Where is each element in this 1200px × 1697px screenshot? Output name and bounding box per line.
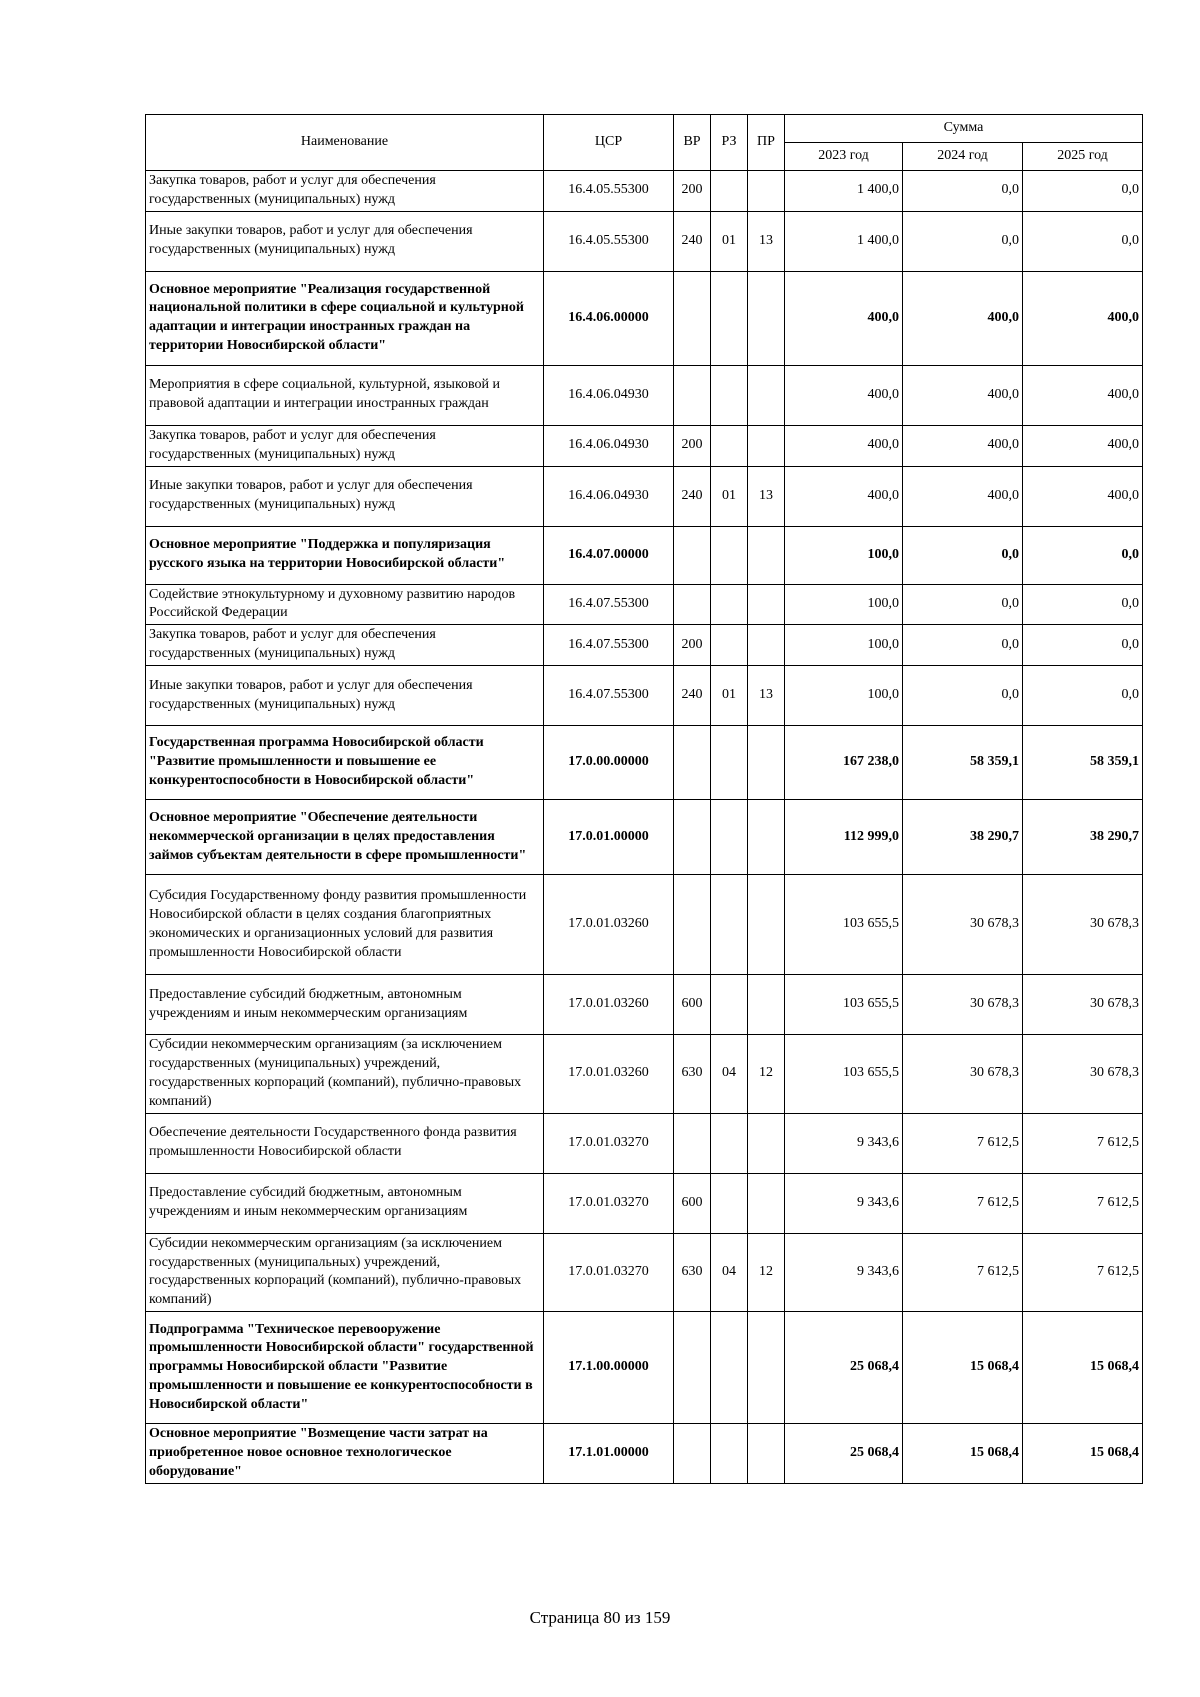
cell-rz (711, 875, 748, 975)
table-row (146, 1173, 1143, 1233)
cell-csr: 16.4.07.00000 (544, 526, 674, 584)
cell-vr (674, 726, 711, 800)
cell-vr: 600 (674, 975, 711, 1035)
cell-y2025: 30 678,3 (1023, 1035, 1143, 1114)
cell-vr: 200 (674, 171, 711, 212)
cell-pr (748, 425, 785, 466)
cell-y2023: 103 655,5 (785, 1035, 903, 1114)
cell-csr: 17.0.01.03260 (544, 975, 674, 1035)
cell-vr (674, 1113, 711, 1173)
cell-name: Закупка товаров, работ и услуг для обеспечения государственных (муниципальных) нужд (146, 425, 544, 466)
table-header (146, 115, 1143, 171)
cell-rz (711, 1312, 748, 1424)
table-row (146, 975, 1143, 1035)
cell-y2024: 0,0 (903, 526, 1023, 584)
cell-y2023: 1 400,0 (785, 211, 903, 271)
cell-y2024: 7 612,5 (903, 1113, 1023, 1173)
cell-csr: 16.4.07.55300 (544, 666, 674, 726)
cell-name: Обеспечение деятельности Государственного фонда развития промышленности Новосибирской области (146, 1113, 544, 1173)
cell-csr: 16.4.05.55300 (544, 211, 674, 271)
cell-rz: 04 (711, 1233, 748, 1312)
cell-y2024: 15 068,4 (903, 1424, 1023, 1484)
cell-vr (674, 875, 711, 975)
cell-y2023: 25 068,4 (785, 1312, 903, 1424)
cell-y2024: 15 068,4 (903, 1312, 1023, 1424)
header-csr: ЦСР (544, 115, 674, 171)
table-row (146, 875, 1143, 975)
cell-y2024: 30 678,3 (903, 1035, 1023, 1114)
cell-y2025: 400,0 (1023, 271, 1143, 365)
cell-vr (674, 800, 711, 875)
cell-csr: 17.0.01.00000 (544, 800, 674, 875)
cell-y2025: 400,0 (1023, 466, 1143, 526)
cell-y2025: 0,0 (1023, 211, 1143, 271)
cell-y2025: 38 290,7 (1023, 800, 1143, 875)
cell-pr (748, 171, 785, 212)
cell-csr: 17.0.01.03270 (544, 1113, 674, 1173)
table-row (146, 171, 1143, 212)
cell-pr (748, 526, 785, 584)
cell-y2025: 400,0 (1023, 425, 1143, 466)
cell-y2023: 25 068,4 (785, 1424, 903, 1484)
cell-rz (711, 726, 748, 800)
cell-y2025: 0,0 (1023, 666, 1143, 726)
cell-y2023: 100,0 (785, 584, 903, 625)
cell-pr (748, 975, 785, 1035)
cell-rz (711, 271, 748, 365)
cell-vr (674, 526, 711, 584)
cell-y2023: 1 400,0 (785, 171, 903, 212)
cell-rz (711, 800, 748, 875)
table-row (146, 1424, 1143, 1484)
cell-pr: 13 (748, 466, 785, 526)
cell-name: Закупка товаров, работ и услуг для обеспечения государственных (муниципальных) нужд (146, 171, 544, 212)
cell-csr: 16.4.06.04930 (544, 425, 674, 466)
cell-csr: 17.1.01.00000 (544, 1424, 674, 1484)
cell-pr (748, 584, 785, 625)
cell-y2025: 0,0 (1023, 526, 1143, 584)
cell-y2023: 167 238,0 (785, 726, 903, 800)
cell-name: Субсидия Государственному фонду развития промышленности Новосибирской области в целях создания благоприятных экономических и организационных условий для развития промышленности Новосибирской области (146, 875, 544, 975)
cell-vr (674, 1312, 711, 1424)
cell-y2025: 0,0 (1023, 171, 1143, 212)
cell-name: Содействие этнокультурному и духовному развитию народов Российской Федерации (146, 584, 544, 625)
cell-y2025: 400,0 (1023, 365, 1143, 425)
cell-y2025: 7 612,5 (1023, 1173, 1143, 1233)
cell-vr (674, 271, 711, 365)
cell-rz: 01 (711, 666, 748, 726)
cell-rz (711, 1424, 748, 1484)
cell-y2025: 30 678,3 (1023, 875, 1143, 975)
header-year-2023: 2023 год (785, 143, 903, 171)
cell-name: Мероприятия в сфере социальной, культурной, языковой и правовой адаптации и интеграции иностранных граждан (146, 365, 544, 425)
cell-name: Предоставление субсидий бюджетным, автономным учреждениям и иным некоммерческим организациям (146, 1173, 544, 1233)
cell-y2025: 0,0 (1023, 625, 1143, 666)
cell-y2024: 0,0 (903, 171, 1023, 212)
cell-rz (711, 1113, 748, 1173)
cell-csr: 16.4.05.55300 (544, 171, 674, 212)
cell-vr: 200 (674, 425, 711, 466)
cell-pr (748, 1113, 785, 1173)
cell-vr: 240 (674, 666, 711, 726)
cell-y2023: 9 343,6 (785, 1233, 903, 1312)
cell-pr (748, 271, 785, 365)
cell-pr (748, 1424, 785, 1484)
cell-y2024: 30 678,3 (903, 975, 1023, 1035)
cell-pr (748, 875, 785, 975)
cell-csr: 17.0.01.03270 (544, 1173, 674, 1233)
table-row (146, 625, 1143, 666)
budget-table (145, 114, 1143, 1484)
cell-vr: 240 (674, 466, 711, 526)
cell-name: Подпрограмма "Техническое перевооружение промышленности Новосибирской области" государственной программы Новосибирской области "Развитие промышленности и повышение ее конкурентоспособности в Новосибирской области" (146, 1312, 544, 1424)
cell-csr: 17.0.01.03270 (544, 1233, 674, 1312)
cell-y2025: 7 612,5 (1023, 1113, 1143, 1173)
cell-rz (711, 625, 748, 666)
cell-y2023: 9 343,6 (785, 1113, 903, 1173)
cell-name: Предоставление субсидий бюджетным, автономным учреждениям и иным некоммерческим организациям (146, 975, 544, 1035)
page-number: Страница 80 из 159 (529, 1608, 671, 1627)
cell-pr (748, 365, 785, 425)
header-rz: РЗ (711, 115, 748, 171)
cell-y2024: 400,0 (903, 271, 1023, 365)
cell-rz (711, 425, 748, 466)
cell-y2024: 0,0 (903, 666, 1023, 726)
cell-y2025: 58 359,1 (1023, 726, 1143, 800)
header-name: Наименование (146, 115, 544, 171)
cell-name: Иные закупки товаров, работ и услуг для обеспечения государственных (муниципальных) нужд (146, 466, 544, 526)
cell-y2023: 100,0 (785, 625, 903, 666)
header-pr: ПР (748, 115, 785, 171)
table-row (146, 1312, 1143, 1424)
cell-y2023: 103 655,5 (785, 875, 903, 975)
header-vr: ВР (674, 115, 711, 171)
cell-vr: 240 (674, 211, 711, 271)
cell-y2024: 400,0 (903, 466, 1023, 526)
table-body (146, 171, 1143, 1484)
header-year-2024: 2024 год (903, 143, 1023, 171)
cell-vr: 630 (674, 1233, 711, 1312)
cell-pr: 12 (748, 1233, 785, 1312)
cell-csr: 17.0.01.03260 (544, 875, 674, 975)
cell-name: Иные закупки товаров, работ и услуг для обеспечения государственных (муниципальных) нужд (146, 211, 544, 271)
cell-name: Субсидии некоммерческим организациям (за исключением государственных (муниципальных) учреждений, государственных корпораций (компаний), публично-правовых компаний) (146, 1035, 544, 1114)
cell-pr (748, 800, 785, 875)
table-row (146, 365, 1143, 425)
cell-y2024: 30 678,3 (903, 875, 1023, 975)
cell-rz (711, 975, 748, 1035)
cell-vr: 630 (674, 1035, 711, 1114)
cell-y2025: 7 612,5 (1023, 1233, 1143, 1312)
cell-csr: 17.0.01.03260 (544, 1035, 674, 1114)
table-row (146, 800, 1143, 875)
cell-y2024: 58 359,1 (903, 726, 1023, 800)
cell-y2024: 7 612,5 (903, 1233, 1023, 1312)
cell-csr: 16.4.06.04930 (544, 365, 674, 425)
cell-y2023: 112 999,0 (785, 800, 903, 875)
cell-y2025: 0,0 (1023, 584, 1143, 625)
cell-csr: 16.4.06.00000 (544, 271, 674, 365)
cell-y2024: 400,0 (903, 365, 1023, 425)
cell-y2024: 0,0 (903, 211, 1023, 271)
cell-vr: 600 (674, 1173, 711, 1233)
cell-y2024: 0,0 (903, 584, 1023, 625)
cell-csr: 16.4.06.04930 (544, 466, 674, 526)
cell-y2024: 7 612,5 (903, 1173, 1023, 1233)
cell-pr (748, 1173, 785, 1233)
cell-rz: 04 (711, 1035, 748, 1114)
cell-y2024: 38 290,7 (903, 800, 1023, 875)
table-row (146, 526, 1143, 584)
cell-y2023: 103 655,5 (785, 975, 903, 1035)
table-row (146, 726, 1143, 800)
cell-pr: 12 (748, 1035, 785, 1114)
cell-csr: 16.4.07.55300 (544, 584, 674, 625)
cell-y2023: 100,0 (785, 526, 903, 584)
cell-pr (748, 726, 785, 800)
cell-name: Субсидии некоммерческим организациям (за исключением государственных (муниципальных) учреждений, государственных корпораций (компаний), публично-правовых компаний) (146, 1233, 544, 1312)
table-row (146, 1233, 1143, 1312)
cell-rz: 01 (711, 211, 748, 271)
cell-y2025: 15 068,4 (1023, 1424, 1143, 1484)
cell-y2025: 15 068,4 (1023, 1312, 1143, 1424)
cell-pr: 13 (748, 666, 785, 726)
table-row (146, 271, 1143, 365)
cell-pr (748, 625, 785, 666)
cell-rz (711, 1173, 748, 1233)
cell-name: Основное мероприятие "Поддержка и популяризация русского языка на территории Новосибирской области" (146, 526, 544, 584)
cell-y2023: 400,0 (785, 271, 903, 365)
cell-y2023: 100,0 (785, 666, 903, 726)
cell-rz (711, 526, 748, 584)
cell-csr: 16.4.07.55300 (544, 625, 674, 666)
cell-csr: 17.0.00.00000 (544, 726, 674, 800)
cell-y2023: 9 343,6 (785, 1173, 903, 1233)
cell-name: Иные закупки товаров, работ и услуг для обеспечения государственных (муниципальных) нужд (146, 666, 544, 726)
cell-rz: 01 (711, 466, 748, 526)
cell-name: Закупка товаров, работ и услуг для обеспечения государственных (муниципальных) нужд (146, 625, 544, 666)
table-row (146, 1113, 1143, 1173)
header-sum: Сумма (785, 115, 1143, 143)
cell-y2024: 0,0 (903, 625, 1023, 666)
cell-rz (711, 584, 748, 625)
cell-y2025: 30 678,3 (1023, 975, 1143, 1035)
table-row (146, 666, 1143, 726)
cell-vr (674, 1424, 711, 1484)
cell-vr (674, 584, 711, 625)
cell-y2023: 400,0 (785, 466, 903, 526)
cell-y2023: 400,0 (785, 365, 903, 425)
cell-name: Основное мероприятие "Обеспечение деятельности некоммерческой организации в целях предоставления займов субъектам деятельности в сфере промышленности" (146, 800, 544, 875)
table-row (146, 1035, 1143, 1114)
table-row (146, 466, 1143, 526)
cell-vr: 200 (674, 625, 711, 666)
cell-name: Основное мероприятие "Возмещение части затрат на приобретенное новое основное технологическое оборудование" (146, 1424, 544, 1484)
cell-rz (711, 171, 748, 212)
cell-vr (674, 365, 711, 425)
cell-name: Государственная программа Новосибирской области "Развитие промышленности и повышение ее конкурентоспособности в Новосибирской области" (146, 726, 544, 800)
table-row (146, 425, 1143, 466)
cell-name: Основное мероприятие "Реализация государственной национальной политики в сфере социальной и культурной адаптации и интеграции иностранных граждан на территории Новосибирской области" (146, 271, 544, 365)
cell-pr (748, 1312, 785, 1424)
table-row (146, 584, 1143, 625)
cell-csr: 17.1.00.00000 (544, 1312, 674, 1424)
table-row (146, 211, 1143, 271)
cell-pr: 13 (748, 211, 785, 271)
header-year-2025: 2025 год (1023, 143, 1143, 171)
cell-y2024: 400,0 (903, 425, 1023, 466)
cell-rz (711, 365, 748, 425)
cell-y2023: 400,0 (785, 425, 903, 466)
